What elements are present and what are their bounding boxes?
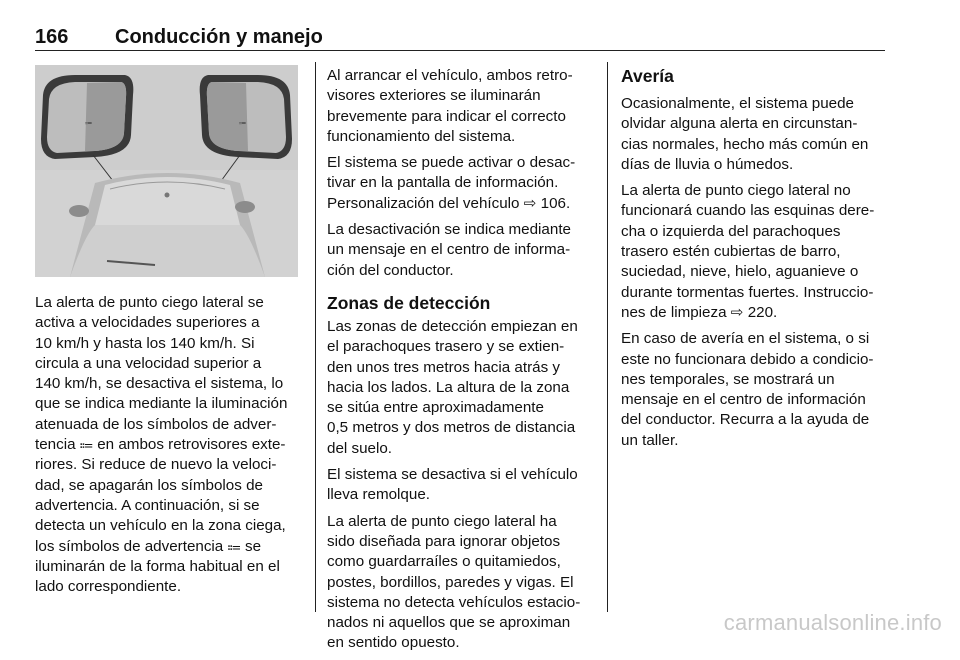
col3-paragraph-2 [621, 181, 891, 323]
column-2 [327, 66, 602, 660]
text-line: brevemente para indicar el correcto [327, 107, 566, 125]
column-divider-1 [315, 62, 316, 612]
text-line: sistema no detecta vehículos estacio- [327, 593, 581, 611]
text-line: este no funcionara debido a condicio- [621, 350, 874, 368]
text-line: dad, se apagarán los símbolos de [35, 476, 263, 494]
text-line: El sistema se puede activar o desac- [327, 154, 576, 172]
text-line: como guardarraíles o quitamiedos, [327, 553, 561, 571]
text-line: un mensaje en el centro de informa- [327, 241, 571, 259]
text-line: La desactivación se indica mediante [327, 221, 571, 239]
text-line: La alerta de punto ciego lateral ha [327, 512, 557, 530]
col2-paragraph-2 [327, 153, 602, 214]
text-line: que se indica mediante la iluminación [35, 395, 288, 413]
text-line: activa a velocidades superiores a [35, 314, 260, 332]
text-line: sido diseñada para ignorar objetos [327, 532, 561, 550]
column-1 [35, 293, 305, 603]
text-line: 0,5 metros y dos metros de distancia [327, 419, 576, 437]
text-line: Ocasionalmente, el sistema puede [621, 95, 855, 112]
text-line: se sitúa entre aproximadamente [327, 399, 544, 417]
col3-paragraph-3 [621, 329, 891, 451]
text-line: durante tormentas fuertes. Instruccio- [621, 283, 874, 301]
text-line: tivar en la pantalla de información. [327, 174, 559, 192]
text-line: trasero estén cubiertas de barro, [621, 243, 841, 261]
text-line: Al arrancar el vehículo, ambos retro- [327, 67, 573, 84]
text-line: iluminarán de la forma habitual en el [35, 557, 280, 575]
text-line: den unos tres metros hacia atrás y [327, 358, 560, 376]
text-line: visores exteriores se iluminarán [327, 87, 541, 105]
text-line: días de lluvia o húmedos. [621, 155, 794, 173]
svg-text:⩴: ⩴ [239, 118, 246, 127]
col2-paragraph-1 [327, 66, 602, 147]
text-line: un taller. [621, 431, 679, 449]
right-mirror [200, 75, 292, 159]
page-header [35, 26, 885, 52]
section-heading-detection-zones: Zonas de detección [327, 292, 491, 313]
chapter-title: Conducción y manejo [115, 26, 323, 48]
column-divider-2 [607, 62, 608, 612]
text-line: del conductor. Recurra a la ayuda de [621, 411, 870, 429]
text-line: tencia ⩴ en ambos retrovisores exte- [35, 436, 286, 454]
text-line: atenuada de los símbolos de adver- [35, 415, 277, 433]
col1-paragraph [35, 293, 305, 597]
svg-text:⩴: ⩴ [85, 118, 92, 127]
text-line: los símbolos de advertencia ⩴ se [35, 537, 262, 555]
text-line: nes temporales, se mostrará un [621, 370, 835, 388]
text-line: postes, bordillos, paredes y vigas. El [327, 573, 574, 591]
text-line: detecta un vehículo en la zona ciega, [35, 517, 286, 535]
text-line: riores. Si reduce de nuevo la veloci- [35, 456, 277, 474]
col2-paragraph-3 [327, 220, 602, 281]
blind-spot-mirror-illustration [35, 65, 298, 277]
text-line: El sistema se desactiva si el vehículo [327, 466, 578, 484]
text-line: hacia los lados. La altura de la zona [327, 378, 570, 396]
text-line: En caso de avería en el sistema, o si [621, 330, 870, 348]
text-line: ción del conductor. [327, 261, 454, 279]
text-line: olvidar alguna alerta en circunstan- [621, 115, 858, 133]
text-line: lado correspondiente. [35, 578, 182, 596]
text-line: lleva remolque. [327, 486, 430, 504]
text-line: nados ni aquellos que se aproximan [327, 614, 571, 632]
figure-svg [35, 65, 298, 277]
text-line: La alerta de punto ciego lateral no [621, 182, 851, 200]
col2-paragraph-6 [327, 512, 602, 654]
text-line: mensaje en el centro de información [621, 391, 866, 409]
text-line: del suelo. [327, 439, 393, 457]
text-line: 10 km/h y hasta los 140 km/h. Si [35, 334, 255, 352]
text-line: cha o izquierda del parachoques [621, 222, 841, 240]
cross-reference-link[interactable]: nes de limpieza ⇨ 220. [621, 303, 778, 321]
section-heading-fault: Avería [621, 66, 674, 86]
text-line: circula a una velocidad superior a [35, 354, 262, 372]
text-line: cias normales, hecho más común en [621, 135, 869, 153]
col2-paragraph-5 [327, 465, 602, 506]
text-line: La alerta de punto ciego lateral se [35, 294, 264, 311]
watermark: carmanualsonline.info [723, 610, 942, 635]
col2-paragraph-4 [327, 317, 602, 459]
cross-reference-link[interactable]: Personalización del vehículo ⇨ 106. [327, 194, 571, 212]
col3-paragraph-1 [621, 94, 891, 175]
text-line: 140 km/h, se desactiva el sistema, lo [35, 375, 284, 393]
text-line: funcionará cuando las esquinas dere- [621, 202, 875, 220]
column-3 [621, 64, 891, 457]
text-line: funcionamiento del sistema. [327, 127, 516, 145]
text-line: suciedad, nieve, hielo, aguanieve o [621, 263, 859, 281]
page-number: 166 [35, 26, 69, 48]
text-line: el parachoques trasero y se extien- [327, 338, 565, 356]
text-line: Las zonas de detección empiezan en [327, 317, 578, 335]
left-mirror [41, 75, 133, 159]
header-rule [35, 50, 885, 51]
text-line: advertencia. A continuación, si se [35, 496, 260, 514]
car-rear-view [69, 173, 265, 277]
text-line: en sentido opuesto. [327, 634, 460, 652]
